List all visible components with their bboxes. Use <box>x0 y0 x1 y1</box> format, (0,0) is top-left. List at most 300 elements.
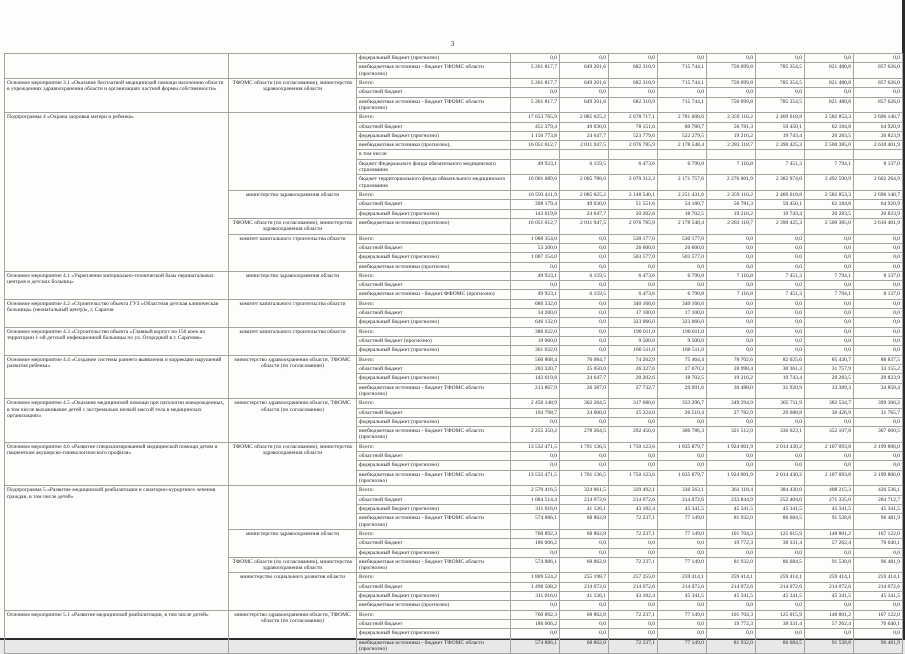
value-cell: 5 261 817,7 <box>511 63 560 79</box>
value-cell: 6 473,6 <box>609 159 658 175</box>
program-name-cell: Подпрограмма 5 «Развитие медицинской реабилитации и санаторно-курортного лечения граждан, в том числе детей» <box>5 486 229 610</box>
value-cell: 0,0 <box>511 629 560 638</box>
value-cell: 0,0 <box>805 281 854 290</box>
budget-line-label: внебюджетные источники - бюджет ТФОМС области (прогнозно) <box>357 383 511 399</box>
value-cell: 1 684 514,4 <box>511 495 560 504</box>
table-row <box>5 610 903 619</box>
value-cell: 0,0 <box>560 327 609 336</box>
value-cell: 0,0 <box>756 327 805 336</box>
value-cell: 45 341,5 <box>756 504 805 513</box>
value-cell: 17 653 765,9 <box>511 113 560 122</box>
value-cell: 7 451,3 <box>756 290 805 299</box>
value-cell: 54 180,7 <box>658 200 707 209</box>
table-row <box>5 327 903 336</box>
value-cell: 9 500,0 <box>609 337 658 346</box>
budget-line-label: Всего: <box>357 573 511 582</box>
value-cell: 0,0 <box>609 548 658 557</box>
executor-cell: ТФОМС области (по согласованию), министерство здравоохранения области <box>229 442 357 486</box>
value-cell: 53 200,0 <box>511 243 560 252</box>
budget-line-label: федеральный бюджет (прогнозно) <box>357 548 511 557</box>
value-cell: 361 022,0 <box>511 346 560 355</box>
value-cell: 329 492,1 <box>609 486 658 495</box>
value-cell: 86 684,5 <box>756 638 805 654</box>
value-cell: 530 177,0 <box>658 234 707 243</box>
budget-line-label: федеральный бюджет (прогнозно) <box>357 346 511 355</box>
budget-line-label: внебюджетные источники (прогнозно) <box>357 601 511 610</box>
budget-line-label: Всего: <box>357 113 511 122</box>
value-cell: 760 892,3 <box>511 610 560 619</box>
budget-line-label: в том числе: <box>357 150 511 159</box>
value-cell: 29 091,6 <box>658 383 707 399</box>
value-cell: 0,0 <box>707 88 756 97</box>
value-cell: 0,0 <box>756 262 805 271</box>
value-cell <box>756 150 805 159</box>
executor-cell: министерство здравоохранения области, ТФОМС области (по согласованию) <box>229 610 357 654</box>
value-cell: 186 006,2 <box>511 620 560 629</box>
value-cell: 19 743,4 <box>756 209 805 218</box>
value-cell: 6 159,5 <box>560 290 609 299</box>
budget-line-label: областной бюджет <box>357 309 511 318</box>
value-cell: 38 331,4 <box>756 539 805 548</box>
value-cell: 336 563,1 <box>658 486 707 495</box>
value-cell: 2 582 853,3 <box>805 113 854 122</box>
value-cell: 0,0 <box>609 620 658 629</box>
value-cell: 214 072,6 <box>805 582 854 591</box>
value-cell: 0,0 <box>805 452 854 461</box>
budget-line-label: Всего: <box>357 442 511 451</box>
value-cell: 49 923,1 <box>511 290 560 299</box>
value-cell: 81 932,0 <box>707 514 756 530</box>
value-cell: 143 619,8 <box>511 374 560 383</box>
value-cell: 1 750 123,6 <box>609 442 658 451</box>
value-cell: 2 085 625,2 <box>560 113 609 122</box>
value-cell: 0,0 <box>707 629 756 638</box>
value-cell: 0,0 <box>805 262 854 271</box>
value-cell: 2 107 093,8 <box>805 470 854 486</box>
value-cell: 7 794,1 <box>805 271 854 280</box>
value-cell: 785 354,5 <box>756 63 805 79</box>
value-cell: 27 670,3 <box>658 364 707 373</box>
value-cell: 125 015,9 <box>756 529 805 538</box>
value-cell: 49 030,0 <box>560 200 609 209</box>
value-cell: 7 451,3 <box>756 159 805 175</box>
value-cell: 78 151,6 <box>609 122 658 131</box>
value-cell: 0,0 <box>854 243 903 252</box>
value-cell: 20 202,6 <box>609 374 658 383</box>
value-cell: 649 201,6 <box>560 97 609 113</box>
value-cell: 0,0 <box>805 417 854 426</box>
value-cell: 0,0 <box>511 452 560 461</box>
value-cell: 13 532 471,5 <box>511 442 560 451</box>
value-cell: 0,0 <box>609 281 658 290</box>
value-cell: 0,0 <box>707 548 756 557</box>
value-cell: 0,0 <box>560 346 609 355</box>
value-cell: 56 781,3 <box>707 200 756 209</box>
value-cell: 0,0 <box>805 54 854 63</box>
value-cell: 682 310,9 <box>609 78 658 87</box>
value-cell: 2 500 385,0 <box>805 218 854 234</box>
value-cell: 18 702,5 <box>658 374 707 383</box>
value-cell: 0,0 <box>707 452 756 461</box>
value-cell: 20 202,6 <box>609 209 658 218</box>
value-cell: 317 680,0 <box>609 399 658 408</box>
value-cell: 2 014 430,2 <box>756 470 805 486</box>
value-cell: 340 166,0 <box>609 299 658 308</box>
value-cell: 101 704,3 <box>707 610 756 619</box>
value-cell: 16 001 689,6 <box>511 175 560 191</box>
value-cell: 0,0 <box>609 262 658 271</box>
value-cell: 0,0 <box>560 318 609 327</box>
value-cell: 2 107 093,8 <box>805 442 854 451</box>
value-cell: 16 051 612,7 <box>511 218 560 234</box>
value-cell: 7 451,3 <box>756 271 805 280</box>
value-cell: 0,0 <box>854 299 903 308</box>
value-cell: 0,0 <box>756 452 805 461</box>
value-cell: 8 137,0 <box>854 271 903 280</box>
value-cell: 2 359 116,2 <box>707 191 756 200</box>
budget-line-label: внебюджетные источники (прогнозно) <box>357 262 511 271</box>
value-cell: 0,0 <box>511 601 560 610</box>
budget-line-label: федеральный бюджет (прогнозно) <box>357 592 511 601</box>
value-cell: 20 823,9 <box>854 209 903 218</box>
program-name-cell: Основное мероприятие 4.3 «Строительство объекта «Главный корпус на 150 коек на территории 1-ой детской инфекционной больницы по ул. Огородной в г. Саратове» <box>5 327 229 355</box>
value-cell: 0,0 <box>658 539 707 548</box>
program-name-cell <box>5 54 229 79</box>
value-cell: 214 072,6 <box>658 582 707 591</box>
value-cell: 6 790,8 <box>658 271 707 280</box>
value-cell: 6 473,6 <box>609 271 658 280</box>
table-row <box>5 78 903 87</box>
value-cell: 255 198,7 <box>560 573 609 582</box>
value-cell: 25 224,0 <box>609 408 658 417</box>
value-cell: 857 626,0 <box>854 78 903 87</box>
executor-cell: комитет капитального строительства области <box>229 234 357 271</box>
value-cell: 715 744,1 <box>658 97 707 113</box>
value-cell: 77 149,0 <box>658 514 707 530</box>
value-cell: 74 262,9 <box>609 355 658 364</box>
budget-line-label: областной бюджет <box>357 408 511 417</box>
value-cell: 62 184,8 <box>805 200 854 209</box>
value-cell: 24 647,7 <box>560 209 609 218</box>
budget-line-label: областной бюджет <box>357 539 511 548</box>
value-cell: 28 998,4 <box>707 364 756 373</box>
value-cell: 26 387,0 <box>560 383 609 399</box>
value-cell: 9 500,0 <box>658 337 707 346</box>
value-cell: 0,0 <box>560 88 609 97</box>
value-cell: 1 007 154,0 <box>511 253 560 262</box>
value-cell: 0,0 <box>854 452 903 461</box>
value-cell: 1 835 879,7 <box>658 470 707 486</box>
budget-line-label: областной бюджет <box>357 88 511 97</box>
value-cell: 17 100,0 <box>609 309 658 318</box>
value-cell: 59 450,1 <box>756 122 805 131</box>
budget-table-body <box>5 54 903 654</box>
budget-line-label: Всего: <box>357 234 511 243</box>
value-cell: 167 122,0 <box>854 610 903 619</box>
value-cell: 6 159,5 <box>560 159 609 175</box>
value-cell: 259 414,1 <box>756 573 805 582</box>
value-cell: 70 640,1 <box>854 620 903 629</box>
value-cell: 0,0 <box>756 88 805 97</box>
value-cell: 0,0 <box>756 54 805 63</box>
value-cell: 0,0 <box>756 253 805 262</box>
value-cell: 257 255,0 <box>609 573 658 582</box>
value-cell: 143 619,8 <box>511 209 560 218</box>
value-cell: 20 823,9 <box>854 131 903 140</box>
value-cell: 1 150 773,8 <box>511 131 560 140</box>
value-cell: 0,0 <box>511 461 560 470</box>
value-cell: 0,0 <box>658 601 707 610</box>
value-cell: 0,0 <box>560 234 609 243</box>
budget-line-label: областной бюджет <box>357 452 511 461</box>
value-cell: 5 261 817,7 <box>511 78 560 87</box>
value-cell: 0,0 <box>707 601 756 610</box>
program-name-cell: Подпрограмма 4 «Охрана здоровья матери и ребенка» <box>5 113 229 272</box>
value-cell: 17 100,0 <box>658 309 707 318</box>
value-cell: 62 184,8 <box>805 122 854 131</box>
value-cell: 2 251 431,6 <box>658 191 707 200</box>
value-cell: 2 005 788,0 <box>560 175 609 191</box>
value-cell: 2 469 618,8 <box>756 113 805 122</box>
value-cell: 76 084,7 <box>560 355 609 364</box>
value-cell: 0,0 <box>854 346 903 355</box>
value-cell <box>805 150 854 159</box>
value-cell: 0,0 <box>560 548 609 557</box>
budget-line-label: внебюджетные источники - бюджет ФФОМС (прогнозно) <box>357 290 511 299</box>
value-cell: 148 801,2 <box>805 610 854 619</box>
value-cell: 33 389,3 <box>805 383 854 399</box>
value-cell: 2 696 146,7 <box>854 191 903 200</box>
value-cell: 91 538,8 <box>805 557 854 573</box>
value-cell: 0,0 <box>854 281 903 290</box>
value-cell: 2 469 618,8 <box>756 191 805 200</box>
budget-line-label: Всего: <box>357 271 511 280</box>
table-row <box>5 299 903 308</box>
value-cell: 0,0 <box>854 234 903 243</box>
value-cell: 2 011 947,5 <box>560 141 609 150</box>
value-cell: 2 610 401,9 <box>854 218 903 234</box>
value-cell: 0,0 <box>707 243 756 252</box>
budget-line-label: областной бюджет <box>357 582 511 591</box>
value-cell: 43 182,4 <box>609 592 658 601</box>
value-cell: 715 744,1 <box>658 63 707 79</box>
value-cell: 25 050,0 <box>560 364 609 373</box>
budget-table <box>4 53 903 654</box>
value-cell: 0,0 <box>854 262 903 271</box>
value-cell: 2 199 806,0 <box>854 470 903 486</box>
value-cell: 80 780,7 <box>658 122 707 131</box>
executor-cell <box>229 486 357 530</box>
value-cell: 530 177,0 <box>609 234 658 243</box>
value-cell: 7 116,8 <box>707 271 756 280</box>
value-cell: 0,0 <box>756 299 805 308</box>
value-cell: 0,0 <box>707 337 756 346</box>
value-cell: 408 215,3 <box>805 486 854 495</box>
value-cell: 0,0 <box>658 629 707 638</box>
value-cell: 0,0 <box>756 629 805 638</box>
value-cell: 45 341,5 <box>658 504 707 513</box>
program-name-cell: Основное мероприятие 4.2 «Строительство объекта ГУЗ «Областная детская клиническая больница» (неонатальный центр)», г. Саратов <box>5 299 229 327</box>
budget-line-label: бюджет Федерального фонда обязательного медицинского страхования <box>357 159 511 175</box>
value-cell: 19 743,4 <box>756 131 805 140</box>
value-cell: 278 264,5 <box>560 427 609 443</box>
value-cell: 34 200,0 <box>511 309 560 318</box>
value-cell: 523 779,6 <box>609 131 658 140</box>
value-cell: 2 492 590,9 <box>805 175 854 191</box>
value-cell: 82 025,6 <box>756 355 805 364</box>
value-cell: 649 201,6 <box>560 78 609 87</box>
value-cell: 81 932,0 <box>707 638 756 654</box>
value-cell: 2 178 548,4 <box>658 141 707 150</box>
value-cell: 0,0 <box>609 54 658 63</box>
value-cell: 352 107,8 <box>805 427 854 443</box>
value-cell: 0,0 <box>756 318 805 327</box>
value-cell: 1 750 123,6 <box>609 470 658 486</box>
value-cell: 0,0 <box>854 54 903 63</box>
value-cell: 20 283,5 <box>805 131 854 140</box>
value-cell: 13 532 471,5 <box>511 470 560 486</box>
value-cell: 0,0 <box>560 337 609 346</box>
value-cell: 180 511,0 <box>658 346 707 355</box>
value-cell: 0,0 <box>756 346 805 355</box>
value-cell: 45 341,5 <box>707 504 756 513</box>
value-cell: 77 149,0 <box>658 610 707 619</box>
value-cell: 68 862,8 <box>560 514 609 530</box>
value-cell: 0,0 <box>658 88 707 97</box>
value-cell: 0,0 <box>756 461 805 470</box>
value-cell: 1 924 001,9 <box>707 442 756 451</box>
value-cell: 148 801,2 <box>805 529 854 538</box>
budget-line-label: внебюджетные источники - бюджет ТФОМС области (прогнозно) <box>357 557 511 573</box>
table-row <box>5 113 903 122</box>
value-cell: 0,0 <box>560 54 609 63</box>
value-cell: 0,0 <box>756 309 805 318</box>
value-cell: 49 923,1 <box>511 271 560 280</box>
budget-line-label: областной бюджет <box>357 620 511 629</box>
value-cell: 2 582 853,3 <box>805 191 854 200</box>
table-row <box>5 271 903 280</box>
budget-line-label: областной бюджет <box>357 122 511 131</box>
value-cell: 85 430,7 <box>805 355 854 364</box>
executor-cell: ТФОМС области (по согласованию), министерство здравоохранения области <box>229 78 357 112</box>
value-cell: 0,0 <box>756 281 805 290</box>
value-cell: 0,0 <box>707 461 756 470</box>
budget-line-label: областной бюджет <box>357 200 511 209</box>
value-cell: 59 450,1 <box>756 200 805 209</box>
value-cell: 45 341,5 <box>854 592 903 601</box>
value-cell: 0,0 <box>511 417 560 426</box>
value-cell: 522 279,5 <box>658 131 707 140</box>
value-cell: 43 182,4 <box>609 504 658 513</box>
value-cell: 0,0 <box>805 461 854 470</box>
value-cell: 68 862,8 <box>560 529 609 538</box>
value-cell: 750 099,8 <box>707 97 756 113</box>
value-cell: 45 341,5 <box>707 592 756 601</box>
value-cell: 167 122,0 <box>854 529 903 538</box>
value-cell: 75 464,4 <box>658 355 707 364</box>
executor-cell: министерство здравоохранения области <box>229 271 357 299</box>
value-cell <box>854 150 903 159</box>
value-cell: 0,0 <box>560 629 609 638</box>
value-cell: 349 294,9 <box>707 399 756 408</box>
value-cell: 30 426,9 <box>805 408 854 417</box>
value-cell: 0,0 <box>756 234 805 243</box>
value-cell: 0,0 <box>609 88 658 97</box>
value-cell: 2 382 974,0 <box>756 175 805 191</box>
value-cell: 0,0 <box>609 461 658 470</box>
value-cell: 0,0 <box>805 346 854 355</box>
budget-line-label: Всего: <box>357 327 511 336</box>
value-cell: 16 593 411,9 <box>511 191 560 200</box>
value-cell: 0,0 <box>511 54 560 63</box>
value-cell: 8 137,0 <box>854 159 903 175</box>
value-cell: 857 626,0 <box>854 63 903 79</box>
budget-line-label: федеральный бюджет (прогнозно) <box>357 318 511 327</box>
value-cell: 0,0 <box>560 620 609 629</box>
budget-line-label: Всего: <box>357 355 511 364</box>
value-cell: 26 600,0 <box>609 243 658 252</box>
value-cell: 857 626,0 <box>854 97 903 113</box>
value-cell: 2 570 416,5 <box>511 486 560 495</box>
value-cell: 0,0 <box>560 601 609 610</box>
value-cell: 78 702,6 <box>707 355 756 364</box>
value-cell: 680 332,0 <box>511 299 560 308</box>
value-cell: 0,0 <box>609 539 658 548</box>
value-cell: 0,0 <box>707 417 756 426</box>
budget-line-label: Всего: <box>357 529 511 538</box>
value-cell: 0,0 <box>805 318 854 327</box>
value-cell: 682 310,9 <box>609 97 658 113</box>
value-cell: 0,0 <box>560 299 609 308</box>
executor-cell <box>229 54 357 79</box>
value-cell: 0,0 <box>560 309 609 318</box>
value-cell: 0,0 <box>707 327 756 336</box>
budget-line-label: внебюджетные источники - бюджет ТФОМС области (прогнозно) <box>357 638 511 654</box>
value-cell: 5 261 817,7 <box>511 97 560 113</box>
value-cell: 68 862,8 <box>560 638 609 654</box>
value-cell: 20 283,5 <box>805 374 854 383</box>
value-cell: 77 149,0 <box>658 529 707 538</box>
budget-table-container <box>4 53 901 654</box>
value-cell: 380 022,0 <box>511 327 560 336</box>
value-cell: 682 310,9 <box>609 63 658 79</box>
value-cell: 365 711,9 <box>756 399 805 408</box>
program-name-cell: Основное мероприятие 4.5 «Оказание медицинской помощи при патологии новорожденных, в том числе выхаживание детей с экстремально низкой массой тела в медицинских организациях» <box>5 399 229 443</box>
value-cell: 70 640,1 <box>854 539 903 548</box>
budget-line-label: федеральный бюджет (прогнозно) <box>357 504 511 513</box>
budget-line-label: областной бюджет <box>357 243 511 252</box>
budget-line-label: внебюджетные источники - бюджет ТФОМС области (прогнозно) <box>357 427 511 443</box>
executor-cell: министерство здравоохранения области <box>229 529 357 557</box>
budget-line-label: Всего: <box>357 191 511 200</box>
value-cell: 45 341,5 <box>658 592 707 601</box>
budget-line-label: областной бюджет <box>357 281 511 290</box>
value-cell: 72 237,1 <box>609 638 658 654</box>
value-cell: 2 781 608,6 <box>658 113 707 122</box>
value-cell: 574 886,1 <box>511 514 560 530</box>
executor-cell: министерство социального развития области <box>229 573 357 610</box>
budget-line-label: федеральный бюджет (прогнозно) <box>357 209 511 218</box>
value-cell: 31 920,9 <box>756 383 805 399</box>
value-cell: 0,0 <box>609 452 658 461</box>
value-cell: 16 051 612,7 <box>511 141 560 150</box>
value-cell: 203 320,7 <box>511 364 560 373</box>
value-cell: 19 216,2 <box>707 374 756 383</box>
value-cell: 190 011,0 <box>658 327 707 336</box>
executor-cell: комитет капитального строительства области <box>229 327 357 355</box>
value-cell: 0,0 <box>560 417 609 426</box>
budget-line-label: внебюджетные источники - бюджет ТФОМС области (прогнозно) <box>357 97 511 113</box>
